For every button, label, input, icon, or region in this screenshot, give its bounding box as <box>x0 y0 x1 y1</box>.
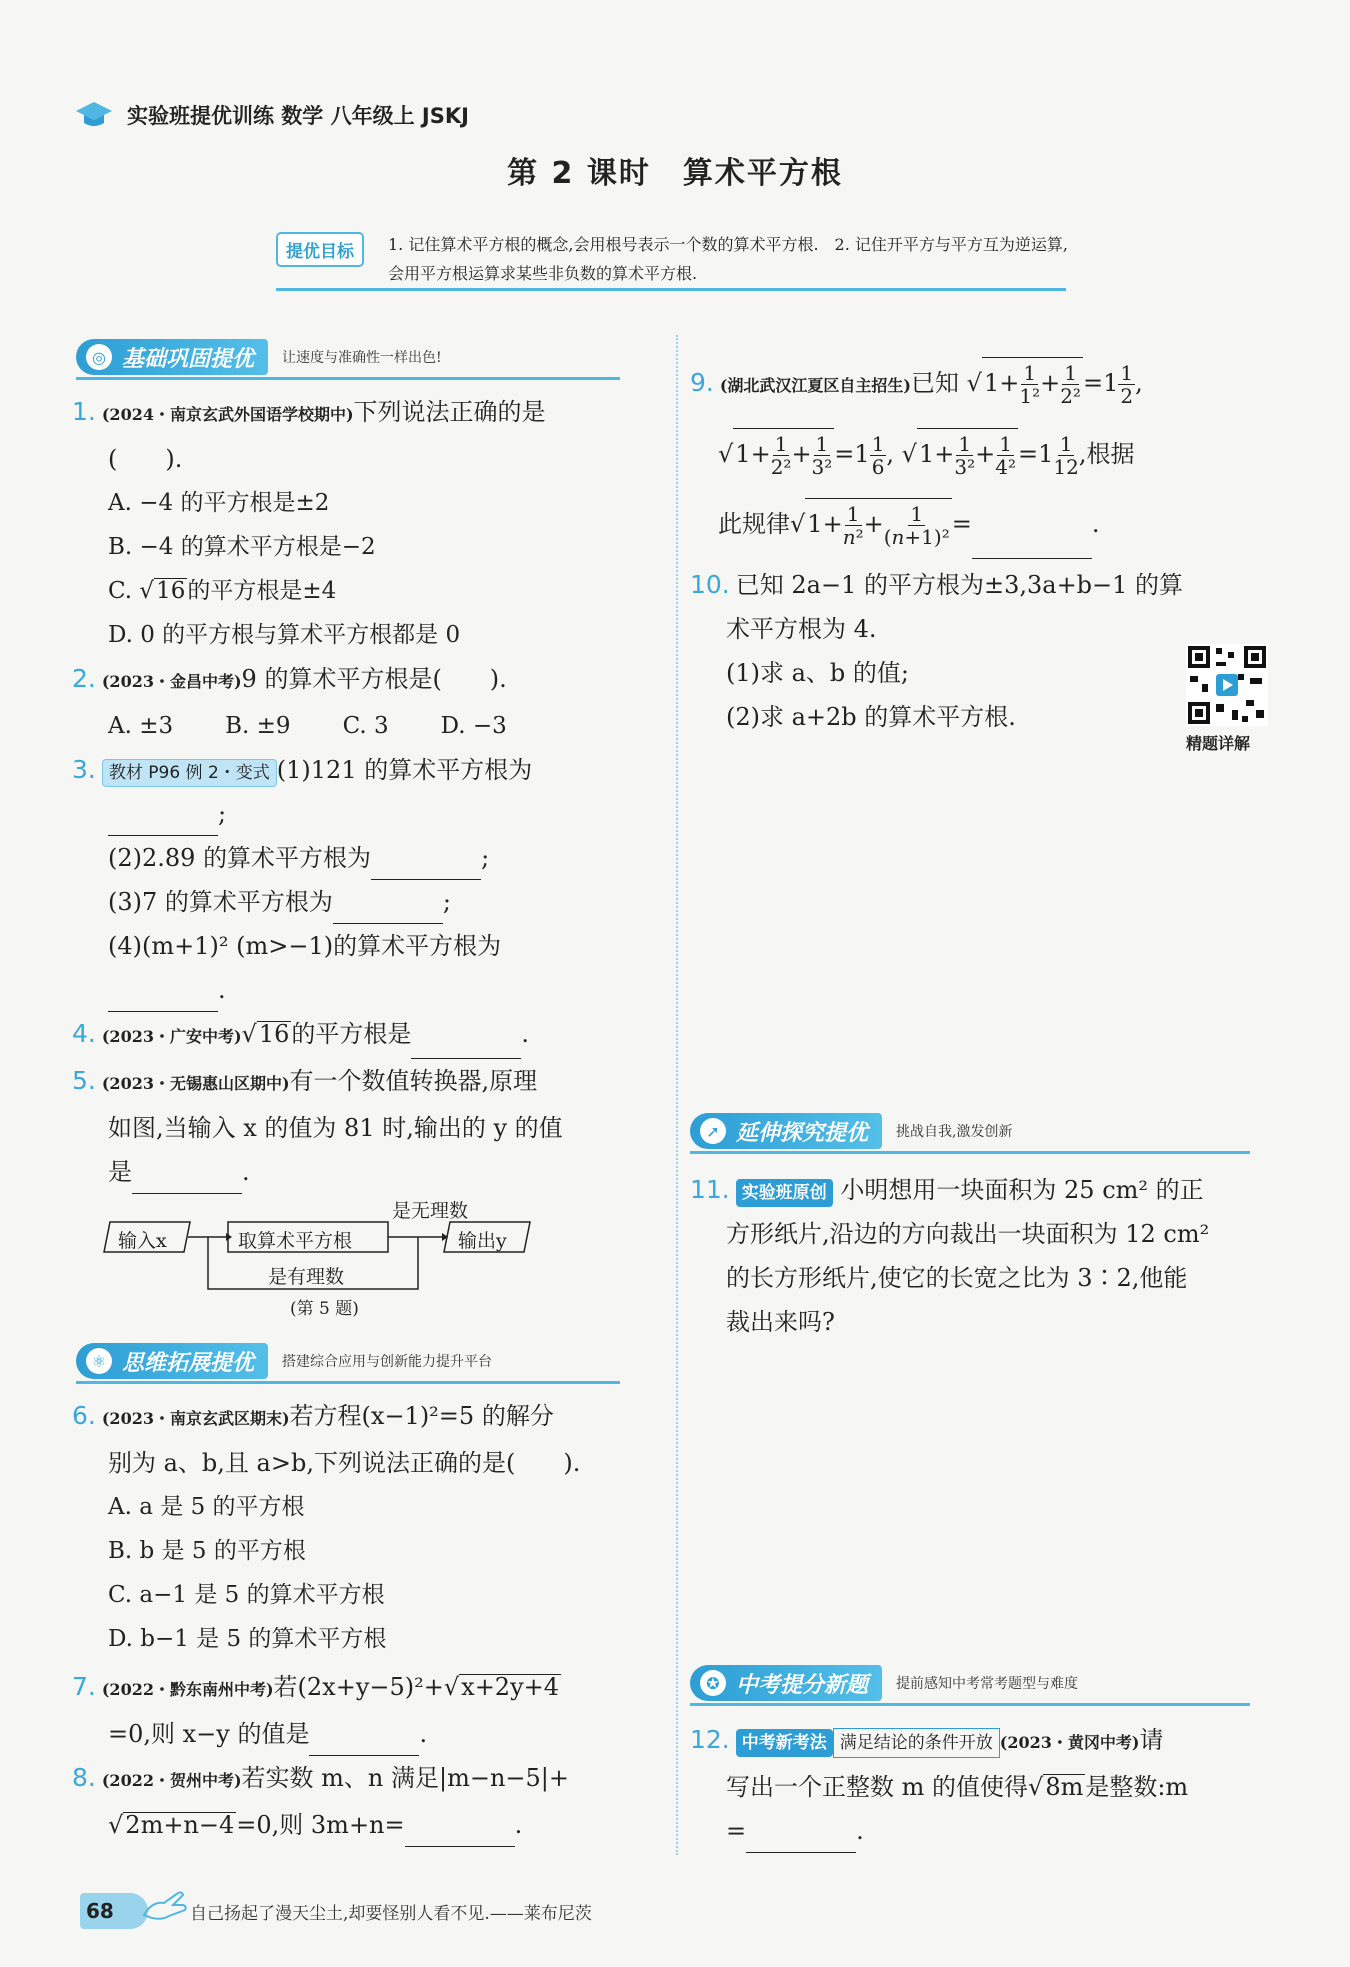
option-c: C. 3 <box>342 713 389 739</box>
question-number: 2. <box>72 664 96 693</box>
question-stem-cont: 根据 <box>1086 440 1135 468</box>
question-stem-cont: 别为 a、b,且 a>b,下列说法正确的是( ). <box>108 1449 581 1477</box>
section-exam-badge <box>690 1665 882 1701</box>
section-thinking-badge <box>76 1343 268 1379</box>
question-9 <box>690 350 1290 419</box>
question-source: (2022・黔东南州中考) <box>101 1680 274 1699</box>
original-tag: 实验班原创 <box>736 1179 833 1207</box>
answer-blank[interactable] <box>309 1725 419 1756</box>
question-3 <box>72 748 662 792</box>
options-row <box>72 704 662 748</box>
answer-blank[interactable] <box>405 1816 515 1847</box>
option-a: A. ±3 <box>108 713 174 739</box>
section-basic-subtitle: 让速度与准确性一样出色! <box>282 350 442 366</box>
section-extend-title: 延伸探究提优 <box>736 1120 869 1146</box>
option-d: D. −3 <box>440 713 507 739</box>
question-stem: 已知 2a−1 的平方根为±3,3a+b−1 的算 <box>735 571 1184 599</box>
answer-blank[interactable] <box>371 849 481 880</box>
flow-diagram <box>100 1194 662 1324</box>
option-a: A. −4 的平方根是±2 <box>108 490 330 516</box>
footer-quote: 自己扬起了漫天尘土,却要怪别人看不见.——莱布尼茨 <box>190 1904 592 1924</box>
section-exam-subtitle: 提前感知中考常考题型与难度 <box>896 1676 1079 1692</box>
column-divider <box>676 335 678 1855</box>
question-stem: 若(2x+y−5)²+ <box>273 1673 444 1701</box>
left-column-lower <box>72 1394 662 1847</box>
question-1 <box>72 390 662 437</box>
new-method-tag: 中考新考法 <box>736 1729 833 1757</box>
question-stem-cont: 写出一个正整数 m 的值使得√8m是整数:m <box>726 1773 1189 1801</box>
part-2 <box>72 836 662 880</box>
question-source: (湖北武汉江夏区自主招生) <box>719 376 912 395</box>
punct: ; <box>481 844 490 872</box>
question-number: 12. <box>690 1725 730 1754</box>
stem-text: =0,则 3m+n= <box>236 1811 405 1839</box>
question-stem: 的平方根是 <box>291 1020 412 1048</box>
question-6 <box>72 1394 662 1441</box>
question-number: 6. <box>72 1401 96 1430</box>
answer-blank[interactable] <box>108 805 218 836</box>
section-thinking-subtitle: 搭建综合应用与创新能力提升平台 <box>282 1354 493 1370</box>
question-stem: 已知 <box>911 369 960 397</box>
option-c: C. a−1 是 5 的算术平方根 <box>108 1582 385 1608</box>
question-2 <box>72 657 662 704</box>
question-source: (2023・黄冈中考) <box>999 1733 1140 1752</box>
punct: . <box>856 1817 864 1845</box>
punct: ; <box>218 800 227 828</box>
part-text: (2)2.89 的算术平方根为 <box>108 844 372 872</box>
stem-text: 写出一个正整数 m 的值使得 <box>726 1773 1029 1801</box>
question-number: 1. <box>72 397 96 426</box>
question-stem-cont: 裁出来吗? <box>726 1308 835 1336</box>
question-9-formulas: √1+ $\frac{1}{\text{2²}}$ + $\frac{1}{\text{3²}}$ =1 $\frac{1}{6}$ , √1+ $\frac{1}{\text{3²}}$ + $\frac{1}{\text{4²}}$ =1 $\frac{1}{12}$ ,根据 <box>690 419 1290 489</box>
answer-blank[interactable] <box>333 893 443 924</box>
question-4: 4. (2023・广安中考)√16的平方根是 . <box>72 1012 662 1059</box>
radicand: 2m+n−4 <box>125 1811 235 1839</box>
stem-text: = <box>726 1817 747 1845</box>
section-thinking-header <box>76 1342 620 1380</box>
option-d: D. 0 的平方根与算术平方根都是 0 <box>108 622 461 648</box>
radicand: 16 <box>258 1020 290 1048</box>
punct: . <box>218 976 226 1004</box>
question-9-pattern: 此规律√1+ $\frac{1}{\text{n²}}$ + $\frac{1}{\text{(n+1)²}}$ = . <box>690 489 1290 559</box>
punct: . <box>419 1720 428 1748</box>
question-number: 10. <box>690 570 730 599</box>
option-a: A. a 是 5 的平方根 <box>108 1494 305 1520</box>
question-stem-cont: 术平方根为 4. <box>726 615 877 643</box>
option-d: D. b−1 是 5 的算术平方根 <box>108 1626 387 1652</box>
textbook-tag: 教材 P96 例 2・变式 <box>102 759 277 787</box>
question-stem: 请 <box>1139 1726 1164 1754</box>
question-stem: 有一个数值转换器,原理 <box>289 1067 538 1095</box>
option-b: B. b 是 5 的平方根 <box>108 1538 306 1564</box>
section-exam-header <box>690 1664 1250 1702</box>
question-stem: 若实数 m、n 满足|m−n−5|+ <box>241 1764 570 1792</box>
stem-text: 是 <box>108 1158 132 1186</box>
qr-code-icon[interactable] <box>1186 644 1268 726</box>
target-icon: ◎ <box>86 344 112 370</box>
answer-blank[interactable] <box>746 1822 856 1853</box>
stem-text: 是整数:m <box>1085 1773 1189 1801</box>
part-3 <box>72 880 662 924</box>
answer-blank[interactable] <box>132 1163 242 1194</box>
section-extend-subtitle: 挑战自我,激发创新 <box>896 1124 1013 1140</box>
flow-irrational-label: 是无理数 <box>392 1200 469 1222</box>
question-number: 4. <box>72 1019 96 1048</box>
section-thinking-title: 思维拓展提优 <box>122 1350 255 1376</box>
goal-text: 1. 记住算术平方根的概念,会用根号表示一个数的算术平方根. 2. 记住开平方与平方互为逆运算,会用平方根运算求某些非负数的算术平方根. <box>388 235 1068 283</box>
question-stem-cont: 的长方形纸片,使它的长宽之比为 3∶2,他能 <box>726 1264 1188 1292</box>
question-10 <box>690 563 1290 607</box>
flow-diagram-lines <box>100 1194 660 1324</box>
punct: . <box>242 1158 250 1186</box>
answer-blank[interactable] <box>411 1028 521 1059</box>
stem-text: =0,则 x−y 的值是 <box>108 1720 310 1748</box>
question-stem-cont <box>72 1712 662 1756</box>
graduation-cap-icon <box>75 100 113 130</box>
radicand: 16 <box>156 578 186 604</box>
answer-paren: ( ). <box>108 445 183 473</box>
section-basic-header <box>76 338 620 376</box>
question-number: 9. <box>690 368 714 397</box>
flow-rational-label: 是有理数 <box>268 1266 345 1288</box>
question-source: (2023・广安中考) <box>101 1027 242 1046</box>
part-4: (4)(m+1)² (m>−1)的算术平方根为 <box>108 932 502 960</box>
section-extend-header <box>690 1112 1250 1150</box>
goal-underline <box>276 288 1066 291</box>
section-rule <box>690 1151 1250 1154</box>
option-label: C. <box>108 578 133 604</box>
radicand: 8m <box>1045 1773 1084 1801</box>
question-stem-cont: 方形纸片,沿边的方向裁出一块面积为 12 cm² <box>726 1220 1210 1248</box>
question-number: 8. <box>72 1763 96 1792</box>
question-number: 5. <box>72 1066 96 1095</box>
section-basic-title: 基础巩固提优 <box>122 346 255 372</box>
flow-input: 输入x <box>118 1230 167 1252</box>
question-stem: 若方程(x−1)²=5 的解分 <box>289 1402 554 1430</box>
open-condition-tag: 满足结论的条件开放 <box>833 1728 1000 1758</box>
part-1: (1)求 a、b 的值; <box>726 659 910 687</box>
punct: ; <box>442 888 451 916</box>
part-2: (2)求 a+2b 的算术平方根. <box>726 703 1016 731</box>
question-stem: 9 的算术平方根是( ). <box>241 665 507 693</box>
question-stem-cont <box>72 1150 662 1194</box>
lesson-title: 第 2 课时 算术平方根 <box>507 156 843 191</box>
question-5 <box>72 1059 662 1106</box>
question-12 <box>690 1718 1290 1853</box>
atom-icon: ⚛ <box>86 1348 112 1374</box>
question-stem-cont: 此规律 <box>718 510 790 538</box>
part-1: (1)121 的算术平方根为 <box>276 756 533 784</box>
option-b: B. ±9 <box>225 713 291 739</box>
radicand: x+2y+4 <box>461 1673 560 1701</box>
punct: . <box>1091 510 1100 538</box>
question-source: (2023・无锡惠山区期中) <box>101 1074 290 1093</box>
question-number: 3. <box>72 755 96 784</box>
hand-icon <box>140 1885 188 1929</box>
answer-blank[interactable] <box>972 528 1092 559</box>
blank-line <box>72 968 662 1012</box>
option-b: B. −4 的算术平方根是−2 <box>108 534 376 560</box>
answer-blank[interactable] <box>108 981 218 1012</box>
section-rule <box>690 1703 1250 1706</box>
question-stem: 小明想用一块面积为 25 cm² 的正 <box>840 1176 1204 1204</box>
formula-1: √1+ $\frac{1}{\text{1²}}$ + $\frac{1}{\text{2²}}$ =1 $\frac{1}{2}$ , <box>967 369 1143 397</box>
page-number: 68 <box>80 1893 148 1929</box>
left-column <box>72 390 662 1324</box>
section-extend-badge <box>690 1113 882 1149</box>
question-source: (2023・金昌中考) <box>101 672 242 691</box>
question-stem-cont: 如图,当输入 x 的值为 81 时,输出的 y 的值 <box>108 1114 563 1142</box>
question-stem: 下列说法正确的是 <box>353 398 546 426</box>
flow-process: 取算术平方根 <box>238 1230 353 1252</box>
page-footer <box>80 1893 1080 1933</box>
section-exam-title: 中考提分新题 <box>736 1672 869 1698</box>
punct: . <box>514 1811 523 1839</box>
question-number: 7. <box>72 1672 96 1701</box>
rocket-icon: ➚ <box>700 1118 726 1144</box>
part-text: (3)7 的算术平方根为 <box>108 888 333 916</box>
learning-goal <box>276 230 1068 292</box>
question-source: (2022・贺州中考) <box>101 1771 242 1790</box>
question-7: 7. (2022・黔东南州中考)若(2x+y−5)²+√x+2y+4 <box>72 1672 560 1701</box>
section-basic-badge <box>76 339 268 375</box>
blank-line <box>72 792 662 836</box>
medal-icon: ✪ <box>700 1670 726 1696</box>
section-rule <box>76 1381 620 1384</box>
goal-tag: 提优目标 <box>276 232 364 267</box>
book-title: 实验班提优训练 数学 八年级上 JSKJ <box>127 104 469 128</box>
punct: . <box>521 1020 530 1048</box>
question-number: 11. <box>690 1175 730 1204</box>
figure-caption: (第 5 题) <box>290 1299 359 1319</box>
book-header <box>75 98 469 132</box>
question-stem-cont <box>690 1809 1290 1853</box>
question-11-line <box>690 1168 1290 1212</box>
question-11 <box>690 1168 1290 1344</box>
qr-label: 精题详解 <box>1186 734 1251 753</box>
question-stem-cont: √2m+n−4=0,则 3m+n= . <box>72 1803 662 1847</box>
question-8 <box>72 1756 662 1803</box>
question-source: (2024・南京玄武外国语学校期中) <box>101 405 354 424</box>
section-rule <box>76 377 620 380</box>
option-text: 的平方根是±4 <box>187 578 337 604</box>
flow-output: 输出y <box>458 1230 507 1252</box>
option-c: C. √16的平方根是±4 <box>108 578 337 604</box>
question-12-line <box>690 1718 1290 1765</box>
question-source: (2023・南京玄武区期末) <box>101 1409 290 1428</box>
